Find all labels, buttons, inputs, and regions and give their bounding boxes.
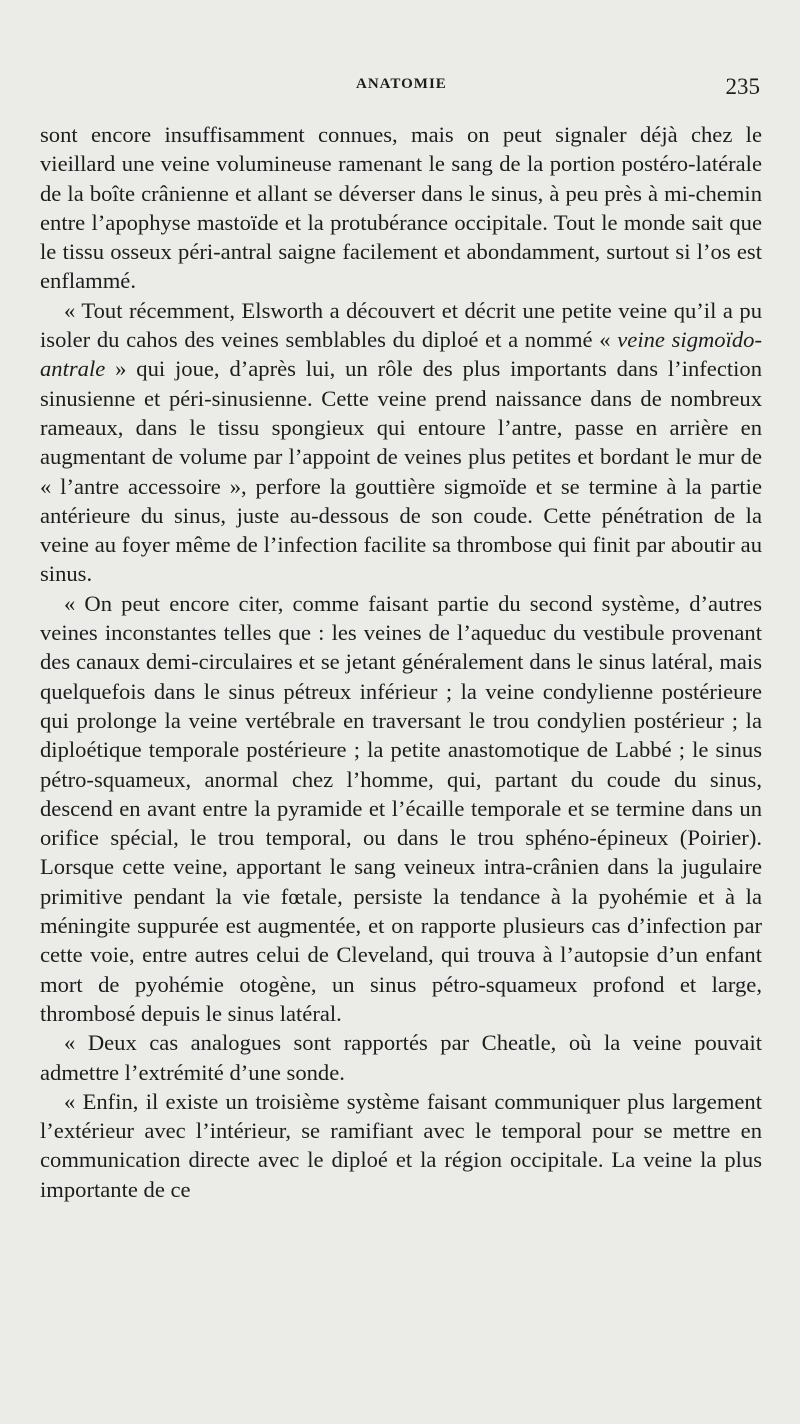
running-head: ANATOMIE: [356, 76, 447, 92]
page-header: [38, 74, 760, 104]
paragraph-3: « On peut encore citer, comme faisant partie du second système, d’autres veines inconstantes telles que : les veines de l’aqueduc du vestibule provenant des canaux demi-circulaires et se jetant généralement dans le sinus latéral, mais quelquefois dans le sinus pétreux inférieur ; la veine condylienne postérieure qui prolonge la veine vertébrale en traversant le trou condylien postérieur ; la diploétique temporale postérieure ; la petite anastomotique de Labbé ; le sinus pétro-squameux, anormal chez l’homme, qui, partant du coude du sinus, descend en avant entre la pyramide et l’écaille temporale et se termine dans un orifice spécial, le trou temporal, ou dans le trou sphéno-épineux (Poirier). Lorsque cette veine, apportant le sang veineux intra-crânien dans la jugulaire primitive pendant la vie fœtale, persiste la tendance à la pyohémie et à la méningite suppurée est augmentée, et on rapporte plusieurs cas d’infection par cette voie, entre autres celui de Cleveland, qui trouva à l’autopsie d’un enfant mort de pyohémie otogène, un sinus pétro-squameux profond et large, thrombosé depuis le sinus latéral.: [40, 590, 762, 1026]
paragraph-2-start: « Tout récemment, Elsworth a découvert et décrit une petite veine qu’il a pu isoler du cahos des veines semblables du diploé et a nommé «: [40, 297, 762, 353]
paragraph-1: sont encore insuffisamment connues, mais on peut signaler déjà chez le vieillard une veine volumineuse ramenant le sang de la portion postéro-latérale de la boîte crânienne et allant se déverser dans le sinus, à peu près à mi-chemin entre l’apophyse mastoïde et la protubérance occipitale. Tout le monde sait que le tissu osseux péri-antral saigne facilement et abondamment, surtout si l’os est enflammé.: [40, 122, 762, 294]
paragraph-2: [40, 296, 762, 589]
body-text: [40, 120, 762, 1204]
italic-term: veine sigmoïdo-antrale: [40, 327, 762, 382]
paragraph-5: « Enfin, il existe un troisième système faisant communiquer plus largement l’extérieur avec l’intérieur, se ramifiant avec le temporal pour se mettre en communication directe avec le diploé et la région occipitale. La veine la plus importante de ce: [40, 1088, 762, 1202]
page-number: 235: [725, 74, 760, 99]
paragraph-4: « Deux cas analogues sont rapportés par Cheatle, où la veine pouvait admettre l’extrémité d’une sonde.: [40, 1030, 762, 1085]
paragraph-2-end: » qui joue, d’après lui, un rôle des plus importants dans l’infection sinusienne et péri-sinusienne. Cette veine prend naissance dans de nombreux rameaux, dans le tissu spongieux qui entoure l’antre, passe en arrière en augmentant de volume par l’appoint de veines plus petites et bordant le mur de « l’antre accessoire », perfore la gouttière sigmoïde et se termine à la partie antérieure du sinus, juste au-dessous de son coude. Cette pénétration de la veine au foyer même de l’infection facilite sa thrombose qui finit par aboutir au sinus.: [40, 356, 762, 587]
